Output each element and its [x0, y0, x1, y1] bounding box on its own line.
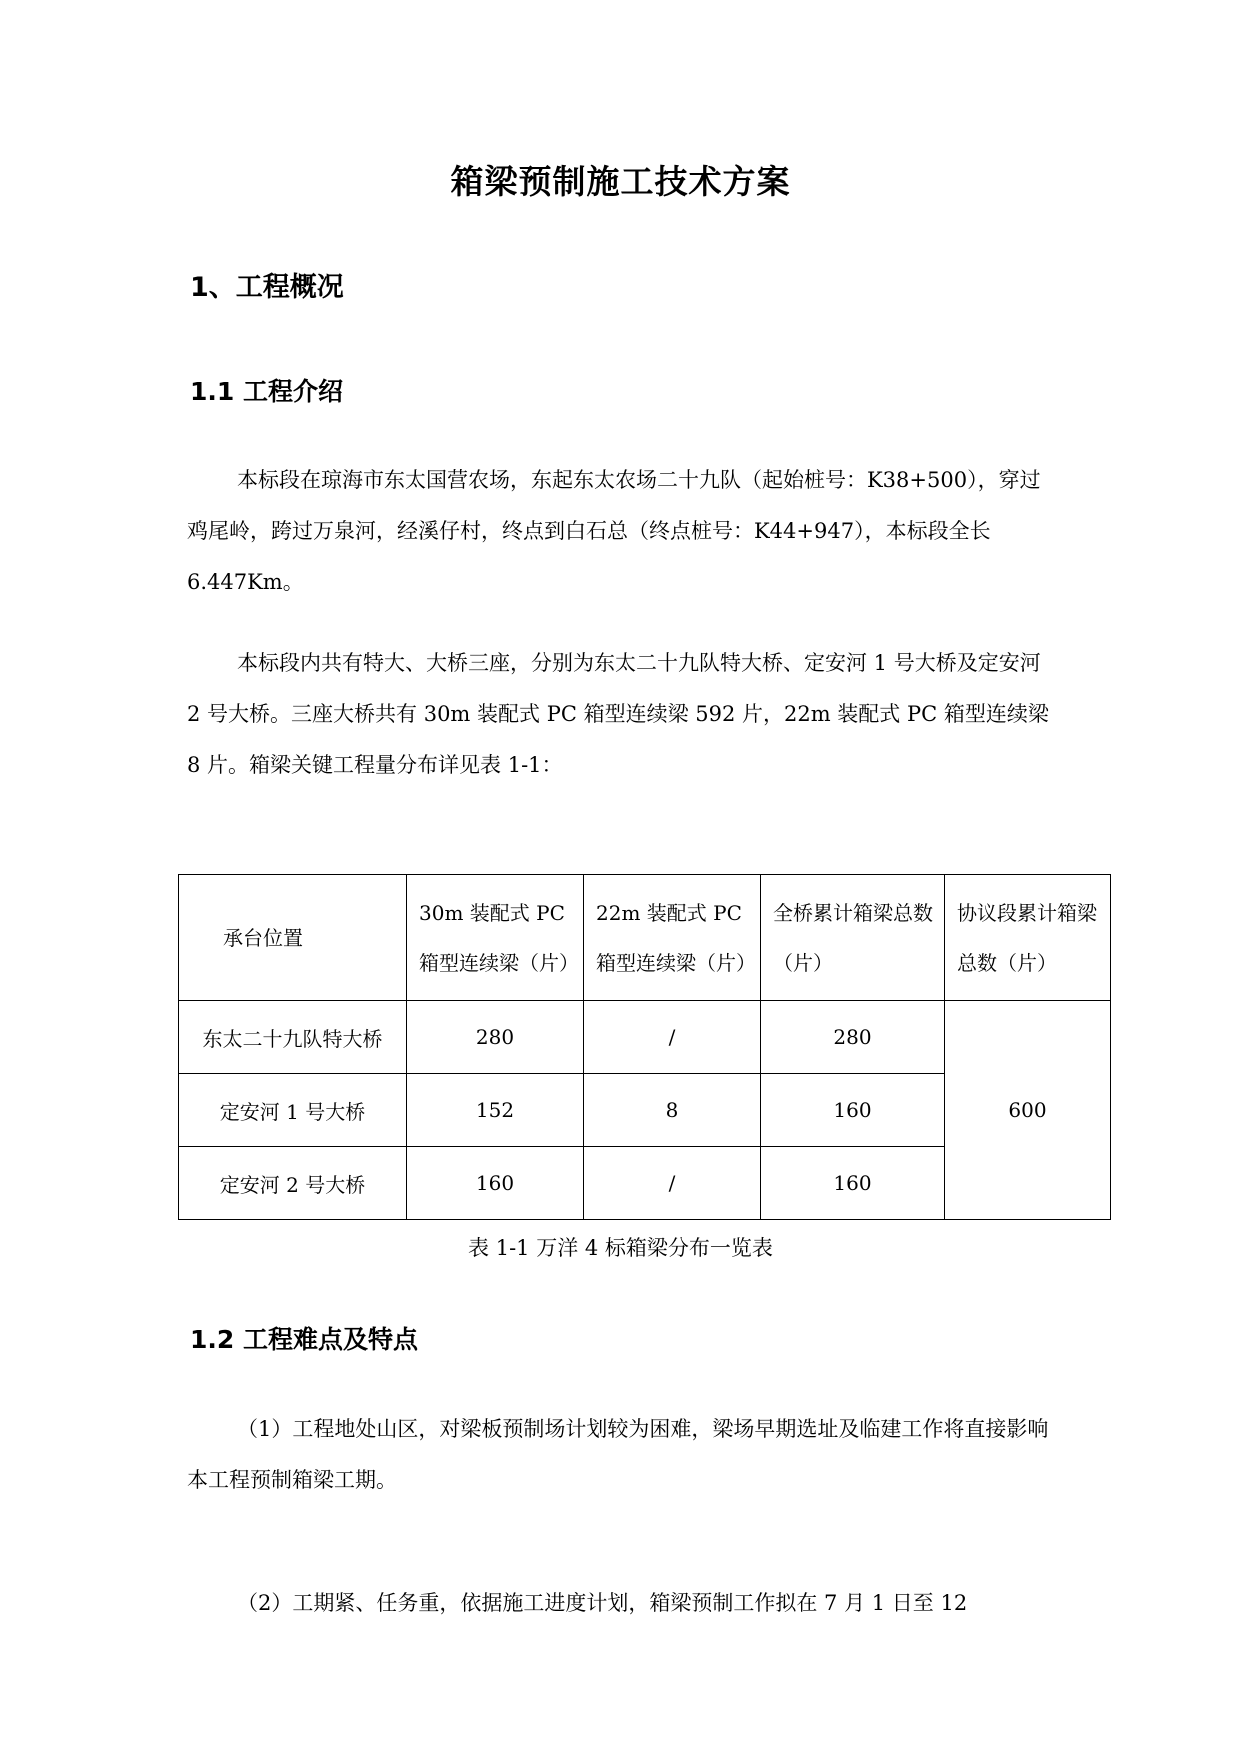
section-heading-1: 1、工程概况 [190, 272, 344, 303]
table-cell-bridge-total: 280 [761, 1001, 945, 1074]
table-header-cell: 30m 装配式 PC 箱型连续梁（片） [407, 875, 584, 1001]
paragraph-difficulty-2: （2）工期紧、任务重，依据施工进度计划，箱梁预制工作拟在 7 月 1 日至 12 [237, 1591, 968, 1615]
document-title: 箱梁预制施工技术方案 [450, 162, 791, 201]
paragraph-project-intro: 本标段在琼海市东太国营农场，东起东太农场二十九队（起始桩号：K38+500），穿过鸡尾岭，跨过万泉河，经溪仔村，终点到白石总（终点桩号：K44+947），本标段全长 6.447Km。 [187, 468, 1041, 594]
table-cell-22m: 8 [584, 1074, 761, 1147]
table-cell-bridge-total: 160 [761, 1074, 945, 1147]
table-header-cell: 全桥累计箱梁总数（片） [761, 875, 945, 1001]
table-caption: 表 1-1 万洋 4 标箱梁分布一览表 [468, 1236, 773, 1260]
table-header-cell: 协议段累计箱梁总数（片） [945, 875, 1111, 1001]
table-cell-section-total: 600 [945, 1001, 1111, 1220]
table-cell-22m: / [584, 1147, 761, 1220]
table-cell-30m: 280 [407, 1001, 584, 1074]
table-cell-bridge-total: 160 [761, 1147, 945, 1220]
table-cell-30m: 160 [407, 1147, 584, 1220]
table-header-cell: 22m 装配式 PC 箱型连续梁（片） [584, 875, 761, 1001]
section-heading-1-1: 1.1 工程介绍 [190, 377, 343, 406]
table-cell-location: 东太二十九队特大桥 [179, 1001, 407, 1074]
paragraph-difficulty-1: （1）工程地处山区，对梁板预制场计划较为困难，梁场早期选址及临建工作将直接影响本工程预制箱梁工期。 [187, 1417, 1049, 1492]
paragraph-bridges: 本标段内共有特大、大桥三座，分别为东太二十九队特大桥、定安河 1 号大桥及定安河 2 号大桥。三座大桥共有 30m 装配式 PC 箱型连续梁 592 片，22m 装配式 PC 箱型连续梁 8 片。箱梁关键工程量分布详见表 1-1： [187, 651, 1049, 777]
box-girder-distribution-table [178, 874, 1111, 1220]
table-row [179, 1001, 1111, 1074]
table-cell-30m: 152 [407, 1074, 584, 1147]
table-cell-location: 定安河 1 号大桥 [179, 1074, 407, 1147]
section-heading-1-2: 1.2 工程难点及特点 [190, 1325, 418, 1354]
table-cell-22m: / [584, 1001, 761, 1074]
table-header-cell: 承台位置 [179, 875, 407, 1001]
table-cell-location: 定安河 2 号大桥 [179, 1147, 407, 1220]
table-header-row [179, 875, 1111, 1001]
